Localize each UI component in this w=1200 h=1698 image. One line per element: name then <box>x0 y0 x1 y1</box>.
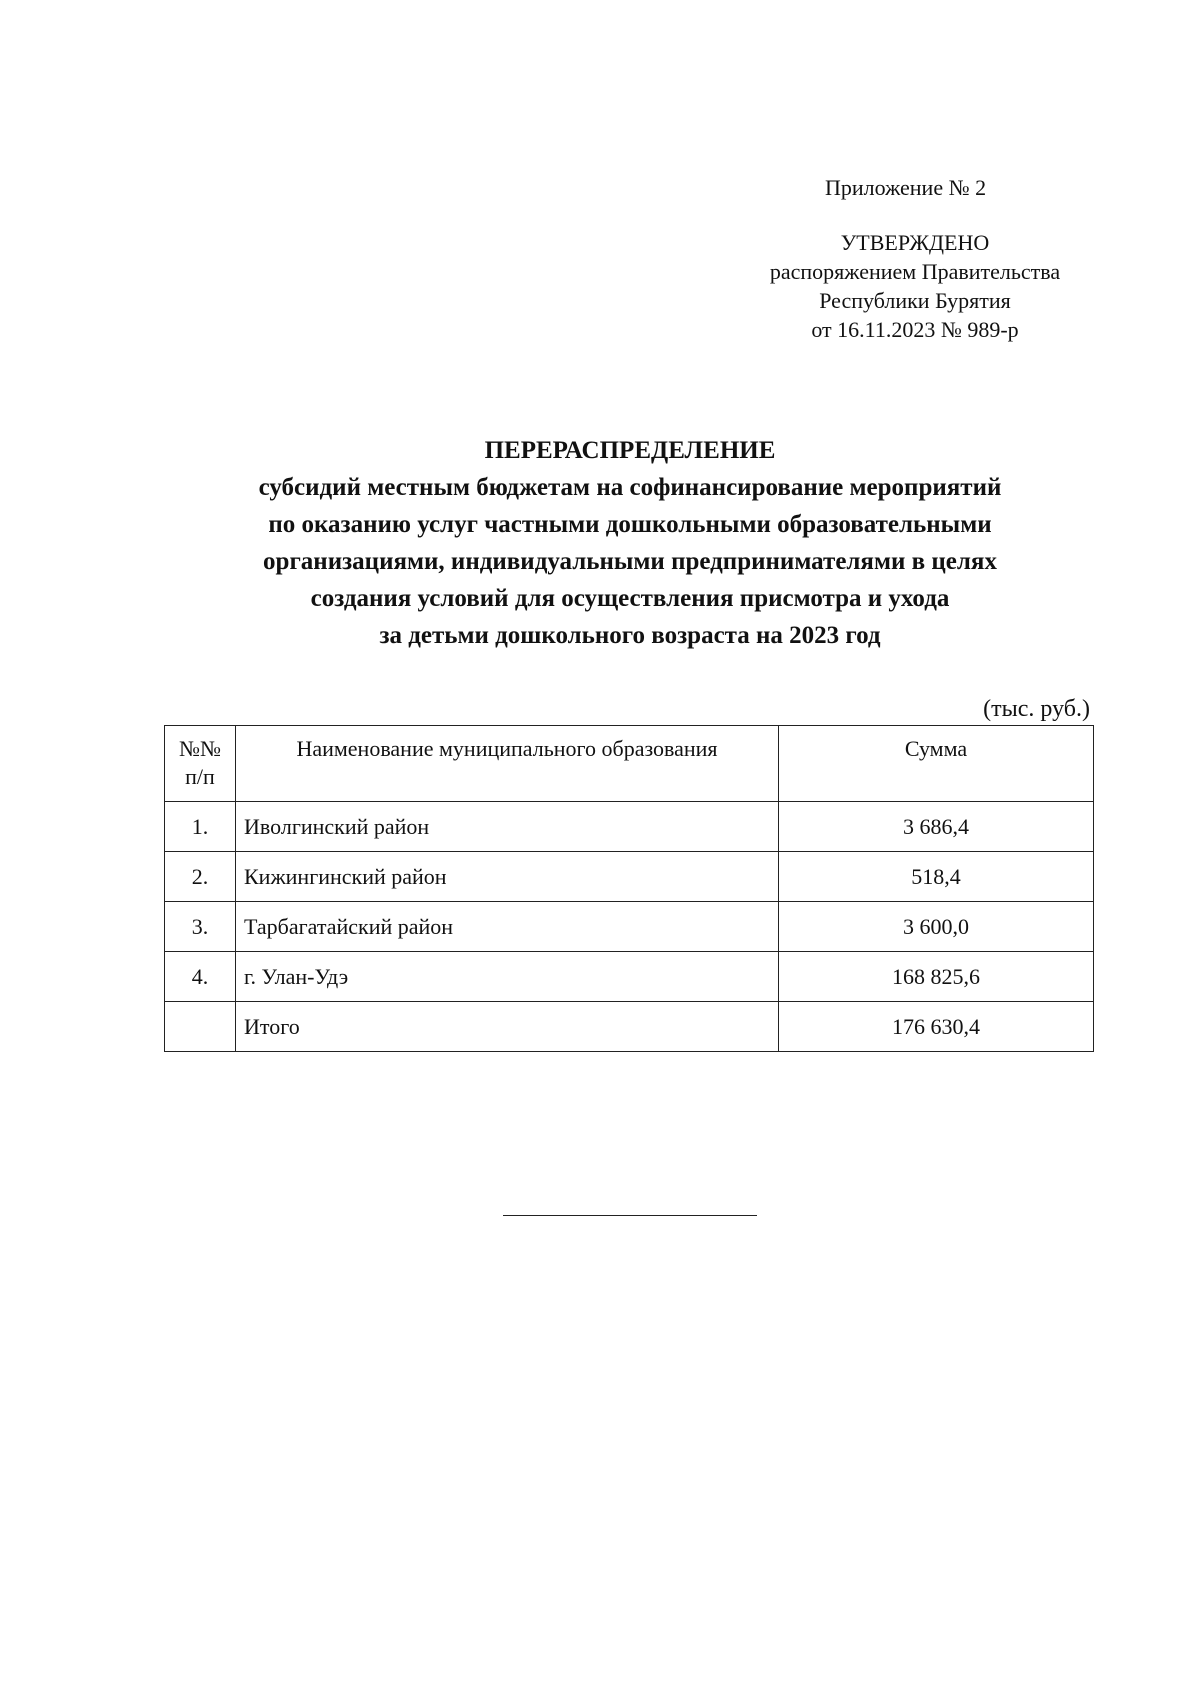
column-header-number-line2: п/п <box>185 764 215 789</box>
row-number: 4. <box>165 952 236 1002</box>
row-sum: 518,4 <box>779 852 1094 902</box>
approval-line: распоряжением Правительства <box>769 259 1061 284</box>
table-row <box>165 952 1094 1002</box>
row-number: 1. <box>165 802 236 852</box>
title-heading: ПЕРЕРАСПРЕДЕЛЕНИЕ <box>484 437 776 464</box>
approval-line: УТВЕРЖДЕНО <box>840 230 990 255</box>
end-rule <box>503 1215 757 1216</box>
column-header-number <box>165 726 236 802</box>
title-line: субсидий местным бюджетам на софинансирование мероприятий <box>258 474 1002 501</box>
title-line: создания условий для осуществления присмотра и ухода <box>310 585 950 612</box>
column-header-name: Наименование муниципального образования <box>236 726 779 802</box>
row-sum: 3 600,0 <box>779 902 1094 952</box>
approval-line: от 16.11.2023 № 989-р <box>811 317 1019 342</box>
row-municipality: г. Улан-Удэ <box>236 952 779 1002</box>
title-line: организациями, индивидуальными предпринимателями в целях <box>263 548 997 575</box>
total-number <box>165 1002 236 1052</box>
units-label: (тыс. руб.) <box>983 696 1090 722</box>
approval-line: Республики Бурятия <box>819 288 1011 313</box>
table-total-row <box>165 1002 1094 1052</box>
row-municipality: Тарбагатайский район <box>236 902 779 952</box>
appendix-label: Приложение № 2 <box>825 175 987 200</box>
approval-block <box>745 228 1085 344</box>
total-label: Итого <box>236 1002 779 1052</box>
title-line: по оказанию услуг частными дошкольными образовательными <box>268 511 992 538</box>
column-header-sum: Сумма <box>779 726 1094 802</box>
row-number: 3. <box>165 902 236 952</box>
table-row <box>165 852 1094 902</box>
column-header-number-line1: №№ <box>179 736 221 761</box>
row-number: 2. <box>165 852 236 902</box>
document-title <box>150 432 1110 654</box>
row-sum: 168 825,6 <box>779 952 1094 1002</box>
table-row <box>165 902 1094 952</box>
row-municipality: Иволгинский район <box>236 802 779 852</box>
row-sum: 3 686,4 <box>779 802 1094 852</box>
table-row <box>165 802 1094 852</box>
title-line: за детьми дошкольного возраста на 2023 год <box>379 622 881 649</box>
row-municipality: Кижингинский район <box>236 852 779 902</box>
allocation-table <box>164 725 1094 1052</box>
total-sum: 176 630,4 <box>779 1002 1094 1052</box>
table-header-row <box>165 726 1094 802</box>
